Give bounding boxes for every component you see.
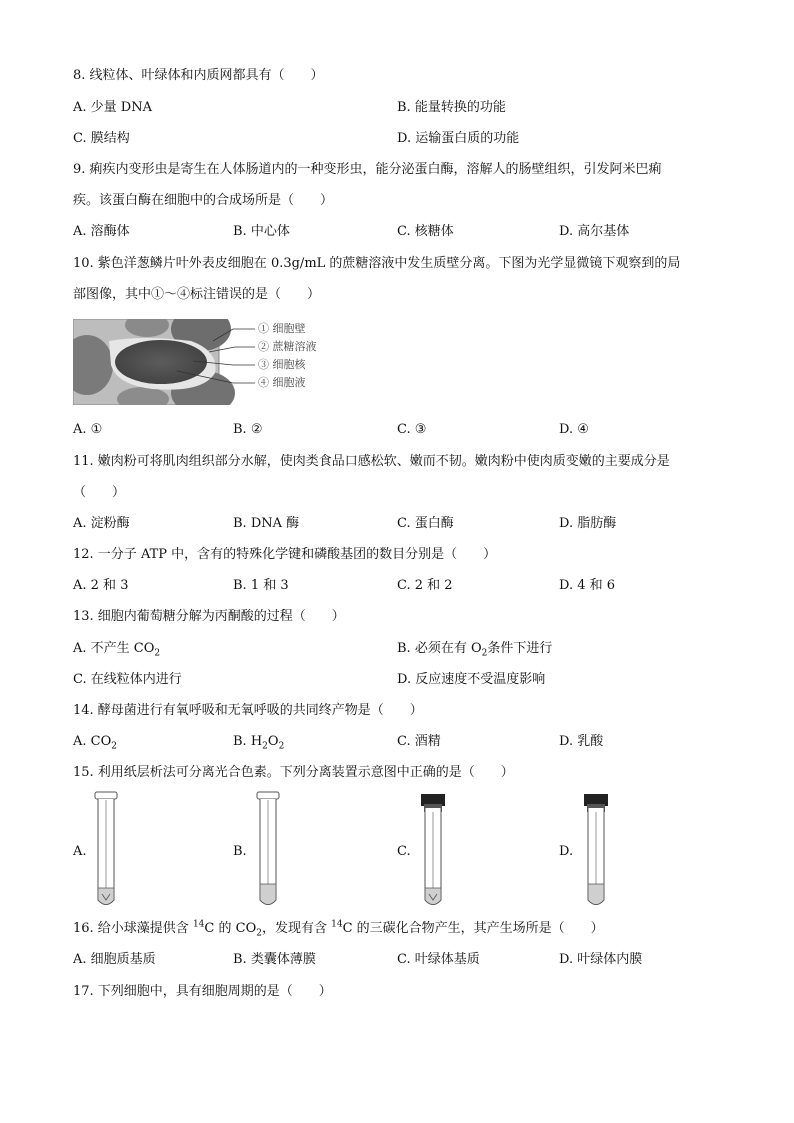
q13-option-d: D. 反应速度不受温度影响: [397, 672, 546, 687]
q11-option-c: C. 蛋白酶: [397, 516, 454, 531]
q16-stem: 16. 给小球藻提供含 $^{14}$C 的 $CO_2$，发现有含 $^{14}$C 的三碳化合物产生，其产生场所是（ ）: [73, 919, 604, 939]
q15-option-b: B.: [233, 844, 247, 859]
q14-option-d: D. 乳酸: [559, 734, 604, 749]
q14-stem: 14. 酵母菌进行有氧呼吸和无氧呼吸的共同终产物是（ ）: [73, 703, 423, 718]
q14-option-b: B. $H_2O_2$: [233, 734, 285, 752]
q10-option-c: C. ③: [397, 422, 427, 437]
q8-option-d: D. 运输蛋白质的功能: [397, 131, 520, 146]
q11-stem-line1: 11. 嫩肉粉可将肌肉组织部分水解，使肉类食品口感松软、嫩而不韧。嫩肉粉中使肉质变嫩的主要成分是: [73, 454, 670, 469]
q16-option-d: D. 叶绿体内膜: [559, 952, 643, 967]
q13-option-c: C. 在线粒体内进行: [73, 672, 182, 687]
q10-option-d: D. ④: [559, 422, 589, 437]
protoplast: [115, 340, 207, 384]
q12-option-c: C. 2 和 2: [397, 578, 453, 593]
q15-option-a: A.: [73, 844, 87, 859]
q9-option-c: C. 核糖体: [397, 224, 454, 239]
q9-option-a: A. 溶酶体: [73, 224, 130, 239]
q8-option-c: C. 膜结构: [73, 131, 130, 146]
q17-stem: 17. 下列细胞中，具有细胞周期的是（ ）: [73, 984, 332, 999]
q12-option-d: D. 4 和 6: [559, 578, 616, 593]
q10-stem-line1: 10. 紫色洋葱鳞片叶外表皮细胞在 0.3g/mL 的蔗糖溶液中发生质壁分离。下图为光学显微镜下观察到的局: [73, 256, 681, 271]
q16-option-b: B. 类囊体薄膜: [233, 952, 316, 967]
q15-stem: 15. 利用纸层析法可分离光合色素。下列分离装置示意图中正确的是（ ）: [73, 765, 514, 780]
q11-option-b: B. DNA 酶: [233, 516, 300, 531]
q15-option-c: C.: [397, 844, 411, 859]
q8-option-a: A. 少量 DNA: [73, 100, 152, 115]
q9-option-d: D. 高尔基体: [559, 224, 630, 239]
q9-option-b: B. 中心体: [233, 224, 290, 239]
q13-stem: 13. 细胞内葡萄糖分解为丙酮酸的过程（ ）: [73, 609, 345, 624]
q12-option-b: B. 1 和 3: [233, 578, 289, 593]
test-tube-a: [91, 790, 121, 912]
q8-stem: 8. 线粒体、叶绿体和内质网都具有（ ）: [73, 68, 324, 83]
q9-stem-line1: 9. 痢疾内变形虫是寄生在人体肠道内的一种变形虫，能分泌蛋白酶，溶解人的肠壁组织，引发阿米巴痢: [73, 162, 662, 177]
q12-stem: 12. 一分子 ATP 中，含有的特殊化学键和磷酸基团的数目分别是（ ）: [73, 547, 497, 562]
q10-option-a: A. ①: [73, 422, 103, 437]
q11-option-d: D. 脂肪酶: [559, 516, 617, 531]
q11-stem-line2: （ ）: [73, 485, 126, 500]
figure-label-2: ② 蔗糖溶液: [258, 340, 317, 353]
q15-option-d: D.: [559, 844, 574, 859]
q11-option-a: A. 淀粉酶: [73, 516, 130, 531]
micrograph-figure: [73, 319, 333, 405]
test-tube-d: [581, 790, 611, 912]
test-tube-b: [253, 790, 283, 912]
q12-option-a: A. 2 和 3: [73, 578, 129, 593]
q13-option-b: B. 必须在有 $O_2$条件下进行: [397, 641, 553, 659]
q8-option-b: B. 能量转换的功能: [397, 100, 506, 115]
q14-option-a: A. $CO_2$: [73, 734, 117, 752]
figure-label-3: ③ 细胞核: [258, 358, 306, 371]
q9-stem-line2: 疾。该蛋白酶在细胞中的合成场所是（ ）: [73, 193, 334, 208]
figure-label-4: ④ 细胞液: [258, 376, 306, 389]
q14-option-c: C. 酒精: [397, 734, 441, 749]
q16-option-a: A. 细胞质基质: [73, 952, 156, 967]
q16-option-c: C. 叶绿体基质: [397, 952, 480, 967]
figure-label-1: ① 细胞壁: [258, 322, 306, 335]
q10-option-b: B. ②: [233, 422, 263, 437]
test-tube-c: [418, 790, 448, 912]
q13-option-a: A. 不产生 $CO_2$: [73, 641, 161, 659]
q10-stem-line2: 部图像，其中①～④标注错误的是（ ）: [73, 287, 321, 302]
